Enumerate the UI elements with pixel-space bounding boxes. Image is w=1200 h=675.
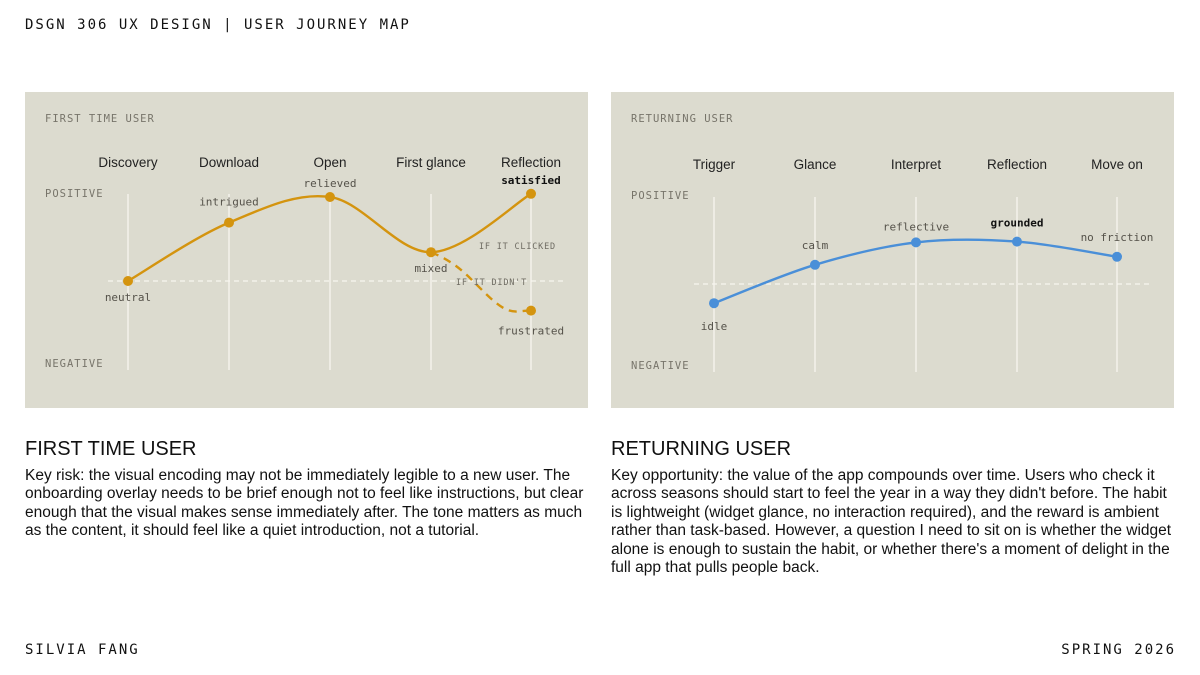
- emotion-point: [1112, 252, 1122, 262]
- panel-label: RETURNING USER: [631, 113, 734, 125]
- first-time-section-title: FIRST TIME USER: [25, 438, 197, 460]
- negative-axis-label: NEGATIVE: [631, 360, 690, 372]
- returning-journey-chart: [611, 92, 1174, 408]
- stage-label: Move on: [1091, 157, 1143, 172]
- first-time-journey-map: [25, 92, 588, 408]
- emotion-point: [526, 306, 536, 316]
- stage-label: Interpret: [890, 157, 942, 172]
- first-time-journey-chart: [25, 92, 588, 408]
- stage-label: Glance: [793, 157, 837, 172]
- emotion-label: mixed: [414, 262, 448, 276]
- emotion-label: satisfied: [501, 173, 561, 187]
- stage-label: Reflection: [986, 157, 1048, 172]
- positive-axis-label: POSITIVE: [631, 190, 690, 202]
- stage-label: Discovery: [98, 155, 158, 170]
- emotion-label: intrigued: [199, 195, 259, 209]
- stage-label: Download: [198, 155, 260, 170]
- stage-label: Reflection: [500, 155, 562, 170]
- emotion-label: calm: [801, 238, 829, 252]
- returning-journey-map: [611, 92, 1174, 408]
- emotion-point: [224, 218, 234, 228]
- emotion-point: [426, 247, 436, 257]
- branch-label-clicked: IF IT CLICKED: [479, 242, 556, 252]
- branch-label-didnt: IF IT DIDN'T: [456, 278, 528, 288]
- panel-label: FIRST TIME USER: [45, 113, 155, 125]
- author-name: SILVIA FANG: [25, 642, 140, 658]
- emotion-point: [526, 189, 536, 199]
- stage-label: Open: [313, 155, 347, 170]
- returning-section-title: RETURNING USER: [611, 438, 792, 460]
- negative-axis-label: NEGATIVE: [45, 358, 104, 370]
- first-time-section-body: Key risk: the visual encoding may not be immediately legible to a new user. The onboarding overlay needs to be brief enough not to feel like instructions, but clear enough that the visual makes sense immediately after. The tone matters as much as the content, it should feel like a quiet introduction, not a tutorial.: [25, 467, 584, 540]
- stage-label: Trigger: [692, 157, 736, 172]
- emotion-label: frustrated: [497, 324, 565, 338]
- page-title: DSGN 306 UX DESIGN | USER JOURNEY MAP: [25, 17, 411, 33]
- emotion-label: idle: [700, 320, 728, 334]
- emotion-point: [325, 192, 335, 202]
- emotion-label: grounded: [990, 216, 1044, 230]
- emotion-point: [911, 237, 921, 247]
- term-label: SPRING 2026: [1061, 642, 1176, 658]
- emotion-point: [1012, 237, 1022, 247]
- emotion-point: [810, 260, 820, 270]
- emotion-label: relieved: [303, 177, 357, 190]
- positive-axis-label: POSITIVE: [45, 188, 104, 200]
- emotion-point: [123, 276, 133, 286]
- emotion-point: [709, 298, 719, 308]
- emotion-label: reflective: [882, 220, 950, 234]
- emotion-label: neutral: [104, 291, 152, 304]
- returning-section-body: Key opportunity: the value of the app compounds over time. Users who check it across seasons should start to feel the year in a way they didn't before. The habit is lightweight (widget glance, no interaction required), and the reward is ambient rather than task-based. However, a question I need to sit on is whether the widget alone is enough to sustain the habit, or whether there's a moment of delight in the full app that pulls people back.: [611, 467, 1172, 577]
- stage-label: First glance: [396, 155, 466, 170]
- emotion-label: no friction: [1080, 230, 1154, 244]
